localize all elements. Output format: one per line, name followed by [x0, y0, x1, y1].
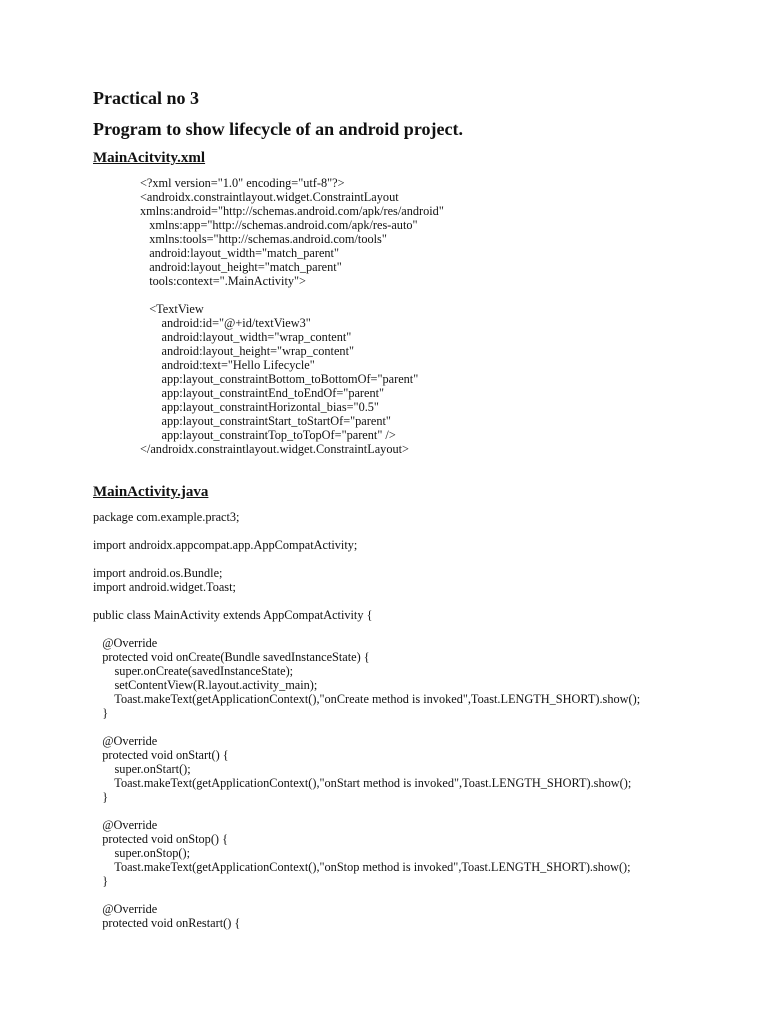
code-line: import android.os.Bundle;	[93, 566, 223, 580]
code-line: Toast.makeText(getApplicationContext(),"onCreate method is invoked",Toast.LENGTH_SHORT).show();	[93, 692, 641, 706]
code-line: <TextView	[140, 302, 204, 316]
code-line: xmlns:android="http://schemas.android.com/apk/res/android"	[140, 204, 444, 218]
code-line	[93, 594, 640, 608]
code-line: app:layout_constraintHorizontal_bias="0.5"	[140, 400, 379, 414]
code-line: super.onCreate(savedInstanceState);	[93, 664, 294, 678]
code-line: import android.widget.Toast;	[93, 580, 236, 594]
code-line: android:layout_width="wrap_content"	[140, 330, 352, 344]
code-line: }	[93, 790, 109, 804]
code-line: import androidx.appcompat.app.AppCompatActivity;	[93, 538, 358, 552]
code-line: app:layout_constraintStart_toStartOf="parent"	[140, 414, 391, 428]
code-line: android:text="Hello Lifecycle"	[140, 358, 315, 372]
code-line: @Override	[93, 818, 158, 832]
code-line: protected void onCreate(Bundle savedInstanceState) {	[93, 650, 370, 664]
code-line: app:layout_constraintBottom_toBottomOf="parent"	[140, 372, 419, 386]
java-section-heading: MainActivity.java	[93, 484, 209, 500]
code-line	[93, 552, 640, 566]
code-line: xmlns:tools="http://schemas.android.com/tools"	[140, 232, 387, 246]
xml-section-heading: MainAcitvity.xml	[93, 150, 206, 166]
code-line: tools:context=".MainActivity">	[140, 274, 306, 288]
page-subtitle: Program to show lifecycle of an android project.	[93, 119, 463, 139]
code-line: app:layout_constraintTop_toTopOf="parent" />	[140, 428, 396, 442]
code-line: android:layout_height="match_parent"	[140, 260, 342, 274]
code-line: public class MainActivity extends AppCompatActivity {	[93, 608, 373, 622]
code-line: android:layout_width="match_parent"	[140, 246, 339, 260]
code-line: </androidx.constraintlayout.widget.ConstraintLayout>	[140, 442, 409, 456]
code-line: super.onStop();	[93, 846, 191, 860]
code-line: super.onStart();	[93, 762, 191, 776]
code-line: @Override	[93, 734, 158, 748]
code-line: android:layout_height="wrap_content"	[140, 344, 355, 358]
code-line	[93, 888, 640, 902]
code-line: @Override	[93, 902, 158, 916]
code-line: xmlns:app="http://schemas.android.com/apk/res-auto"	[140, 218, 418, 232]
code-line	[140, 288, 444, 302]
code-line	[93, 804, 640, 818]
code-line: app:layout_constraintEnd_toEndOf="parent"	[140, 386, 385, 400]
code-line: Toast.makeText(getApplicationContext(),"onStart method is invoked",Toast.LENGTH_SHORT).show();	[93, 776, 632, 790]
code-line	[93, 720, 640, 734]
code-line: android:id="@+id/textView3"	[140, 316, 311, 330]
code-line: protected void onStop() {	[93, 832, 228, 846]
code-line: protected void onRestart() {	[93, 916, 241, 930]
code-line: }	[93, 706, 109, 720]
page-title: Practical no 3	[93, 88, 199, 108]
code-line: Toast.makeText(getApplicationContext(),"onStop method is invoked",Toast.LENGTH_SHORT).show();	[93, 860, 631, 874]
code-line: <?xml version="1.0" encoding="utf-8"?>	[140, 176, 345, 190]
xml-code-block	[140, 176, 444, 456]
code-line: }	[93, 874, 109, 888]
code-line: @Override	[93, 636, 158, 650]
code-line: setContentView(R.layout.activity_main);	[93, 678, 318, 692]
code-line: protected void onStart() {	[93, 748, 229, 762]
java-code-block	[93, 510, 640, 930]
code-line: package com.example.pract3;	[93, 510, 240, 524]
code-line	[93, 524, 640, 538]
code-line: <androidx.constraintlayout.widget.ConstraintLayout	[140, 190, 399, 204]
code-line	[93, 622, 640, 636]
